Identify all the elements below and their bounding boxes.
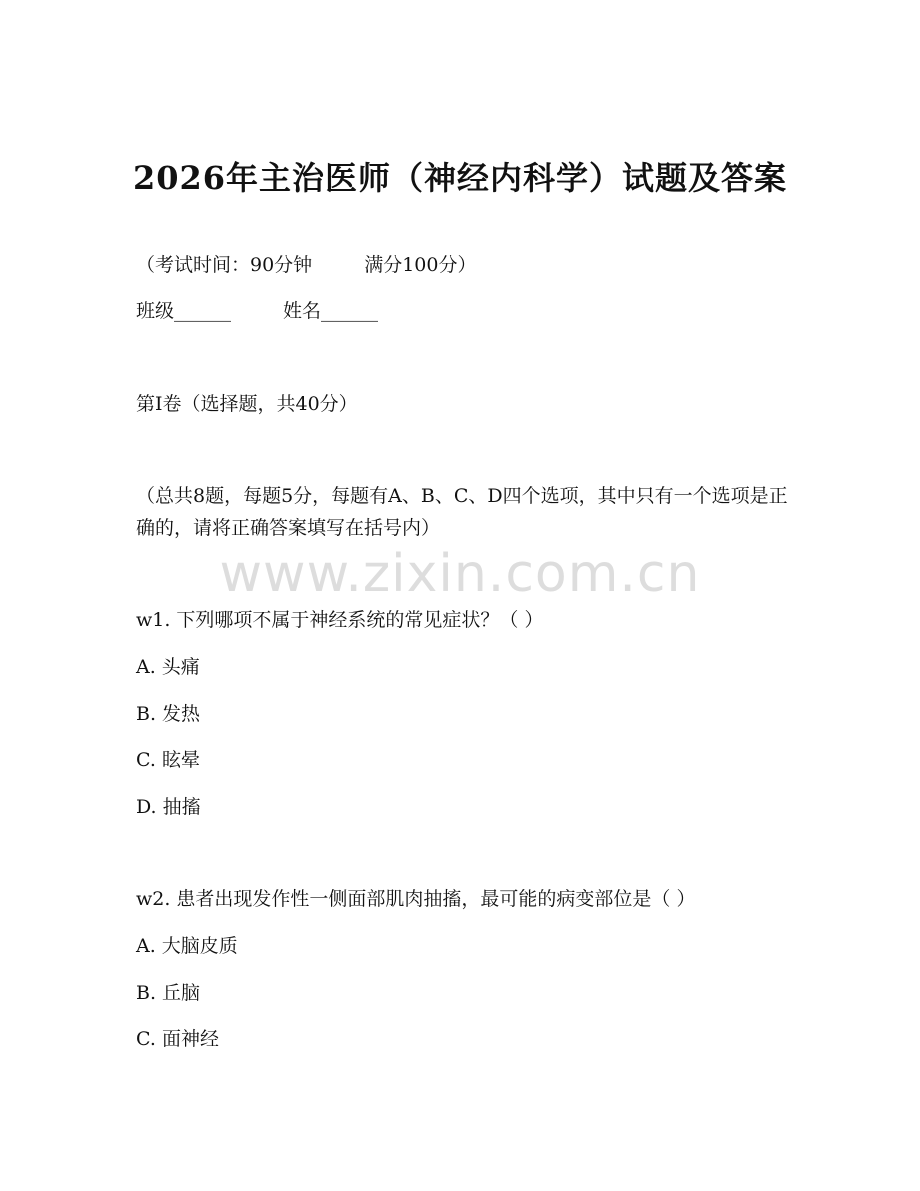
watermark: www.zixin.com.cn <box>219 544 701 604</box>
name-field: 姓名______ <box>283 300 379 322</box>
question-1-option-b: B. 发热 <box>136 703 201 725</box>
question-1-option-d: D. 抽搐 <box>136 796 201 818</box>
question-2-option-a: A. 大脑皮质 <box>136 935 238 957</box>
question-2-option-b: B. 丘脑 <box>136 982 201 1004</box>
instructions: （总共8题，每题5分，每题有A、B、C、D四个选项，其中只有一个选项是正确的，请将正确答案填写在括号内） <box>136 485 788 539</box>
question-1-stem: w1. 下列哪项不属于神经系统的常见症状？（ ） <box>136 609 544 631</box>
question-1-option-a: A. 头痛 <box>136 656 200 678</box>
exam-info <box>136 251 476 279</box>
section-title: 第Ⅰ卷（选择题，共40分） <box>136 393 358 415</box>
question-2-option-c: C. 面神经 <box>136 1028 219 1050</box>
exam-time: （考试时间：90分钟 <box>136 254 313 276</box>
question-1-option-c: C. 眩晕 <box>136 749 200 771</box>
exam-score: 满分100分） <box>364 254 477 276</box>
question-2-stem: w2. 患者出现发作性一侧面部肌肉抽搐，最可能的病变部位是（ ） <box>136 888 696 910</box>
class-field: 班级______ <box>136 300 232 322</box>
document-title: 2026年主治医师（神经内科学）试题及答案 <box>132 159 788 197</box>
student-fields <box>136 297 378 325</box>
